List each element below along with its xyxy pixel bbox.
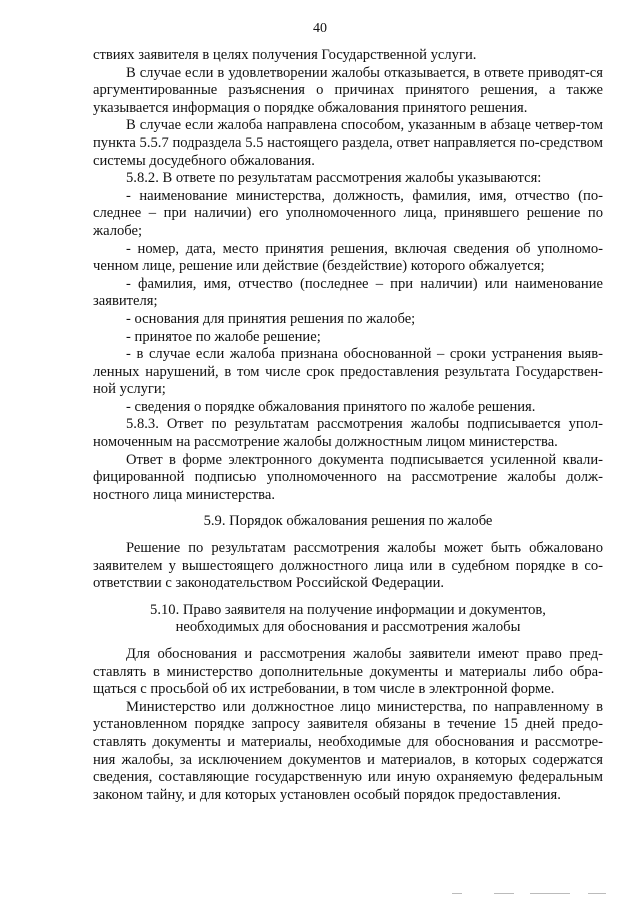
section-heading-line: 5.10. Право заявителя на получение информации и документов, [150, 601, 546, 618]
section-heading-line: необходимых для обоснования и рассмотрения жалобы [175, 619, 521, 636]
paragraph: В случае если жалоба направлена способом, указанным в абзаце четвер-том пункта 5.5.7 подраздела 5.5 настоящего раздела, ответ направляется по-средством системы досудебного обжалования. [93, 117, 603, 169]
paragraph: - принятое по жалобе решение; [126, 328, 321, 345]
paragraph: Ответ в форме электронного документа подписывается усиленной квали-фицированной подписью уполномоченного на рассмотрение жалобы долж-ностного лица министерства. [93, 451, 603, 503]
section-heading-line: 5.9. Порядок обжалования решения по жалобе [203, 513, 493, 530]
scan-mark [494, 893, 514, 894]
paragraph: - фамилия, имя, отчество (последнее – при наличии) или наименование заявителя; [93, 275, 603, 310]
paragraph: Министерство или должностное лицо министерства, по направленному в установленном порядке запросу заявителя обязаны в течение 15 дней предо-ставлять документы и материалы, необходимые для обоснования и рассмотре-ния жалобы, за исключением документов и материалов, в которых содержатся сведения, составляющие государственную или иную охраняемую федеральным законом тайну, и для которых установлен особый порядок предоставления. [93, 698, 603, 803]
scan-mark [452, 893, 462, 894]
paragraph: - наименование министерства, должность, фамилия, имя, отчество (по-следнее – при наличии) его уполномоченного лица, принявшего решение по жалобе; [93, 187, 603, 239]
page-number: 40 [313, 21, 327, 36]
paragraph: - основания для принятия решения по жалобе; [126, 310, 416, 327]
scan-mark [588, 893, 606, 894]
paragraph: - в случае если жалоба признана обоснованной – сроки устранения выяв-ленных нарушений, в том числе срок предоставления результата Государствен-ной услуги; [93, 346, 603, 398]
paragraph: Для обоснования и рассмотрения жалобы заявители имеют право пред-ставлять в министерство дополнительные документы и материалы либо обра-щаться с просьбой об их истребовании, в том числе в электронной форме. [93, 646, 603, 698]
section-heading [93, 513, 603, 531]
paragraph: 5.8.2. В ответе по результатам рассмотрения жалобы указываются: [126, 170, 542, 187]
paragraph: - номер, дата, место принятия решения, включая сведения об уполномо-ченном лице, решение или действие (бездействие) которого обжалуется; [93, 240, 603, 275]
paragraph: 5.8.3. Ответ по результатам рассмотрения жалобы подписывается упол-номоченным на рассмотрение жалобы должностным лицом министерства. [93, 416, 603, 451]
paragraph: В случае если в удовлетворении жалобы отказывается, в ответе приводят-ся аргументированные разъяснения о причинах принятого решения, а также указывается информация о порядке обжалования принятого решения. [93, 64, 603, 116]
scan-mark [530, 893, 570, 894]
paragraph: - сведения о порядке обжалования принятого по жалобе решения. [126, 398, 536, 415]
scan-artifact-marks [0, 893, 640, 897]
document-body [93, 47, 603, 804]
paragraph: Решение по результатам рассмотрения жалобы может быть обжаловано заявителем у вышестоящего должностного лица или в судебном порядке в со-ответствии с законодательством Российской Федерации. [93, 540, 603, 592]
section-heading [93, 602, 603, 637]
paragraph: ствиях заявителя в целях получения Государственной услуги. [93, 47, 477, 63]
